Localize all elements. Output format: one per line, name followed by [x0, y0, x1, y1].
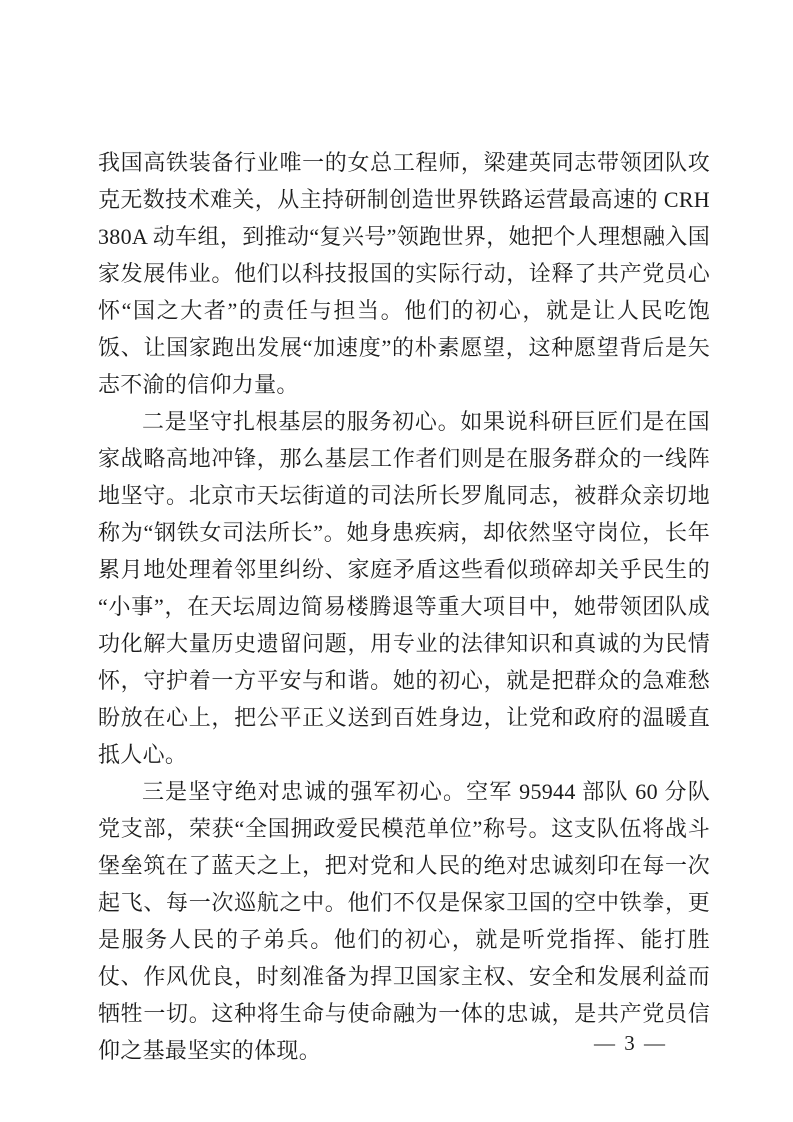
- page-footer: [594, 1029, 667, 1057]
- page-number: — 3 —: [594, 1031, 667, 1055]
- body-paragraph-2: 二是坚守扎根基层的服务初心。如果说科研巨匠们是在国家战略高地冲锋，那么基层工作者们则是在服务群众的一线阵地坚守。北京市天坛街道的司法所长罗胤同志，被群众亲切地称为“钢铁女司法所长”。她身患疾病，却依然坚守岗位，长年累月地处理着邻里纠纷、家庭矛盾这些看似琐碎却关乎民生的“小事”，在天坛周边简易楼腾退等重大项目中，她带领团队成功化解大量历史遗留问题，用专业的法律知识和真诚的为民情怀，守护着一方平安与和谐。她的初心，就是把群众的急难愁盼放在心上，把公平正义送到百姓身边，让党和政府的温暖直抵人心。: [98, 409, 710, 767]
- body-paragraph-1: 我国高铁装备行业唯一的女总工程师，梁建英同志带领团队攻克无数技术难关，从主持研制创造世界铁路运营最高速的 CRH380A 动车组，到推动“复兴号”领跑世界，她把个人理想融入国家发展伟业。他们以科技报国的实际行动，诠释了共产党员心怀“国之大者”的责任与担当。他们的初心，就是让人民吃饱饭、让国家跑出发展“加速度”的朴素愿望，这种愿望背后是矢志不渝的信仰力量。: [98, 150, 710, 397]
- document-body: [98, 144, 710, 1069]
- body-paragraph-3: 三是坚守绝对忠诚的强军初心。空军 95944 部队 60 分队党支部，荣获“全国拥政爱民模范单位”称号。这支队伍将战斗堡垒筑在了蓝天之上，把对党和人民的绝对忠诚刻印在每一次起飞、每一次巡航之中。他们不仅是保家卫国的空中铁拳，更是服务人民的子弟兵。他们的初心，就是听党指挥、能打胜仗、作风优良，时刻准备为捍卫国家主权、安全和发展利益而牺牲一切。这种将生命与使命融为一体的忠诚，是共产党员信仰之基最坚实的体现。: [98, 779, 710, 1063]
